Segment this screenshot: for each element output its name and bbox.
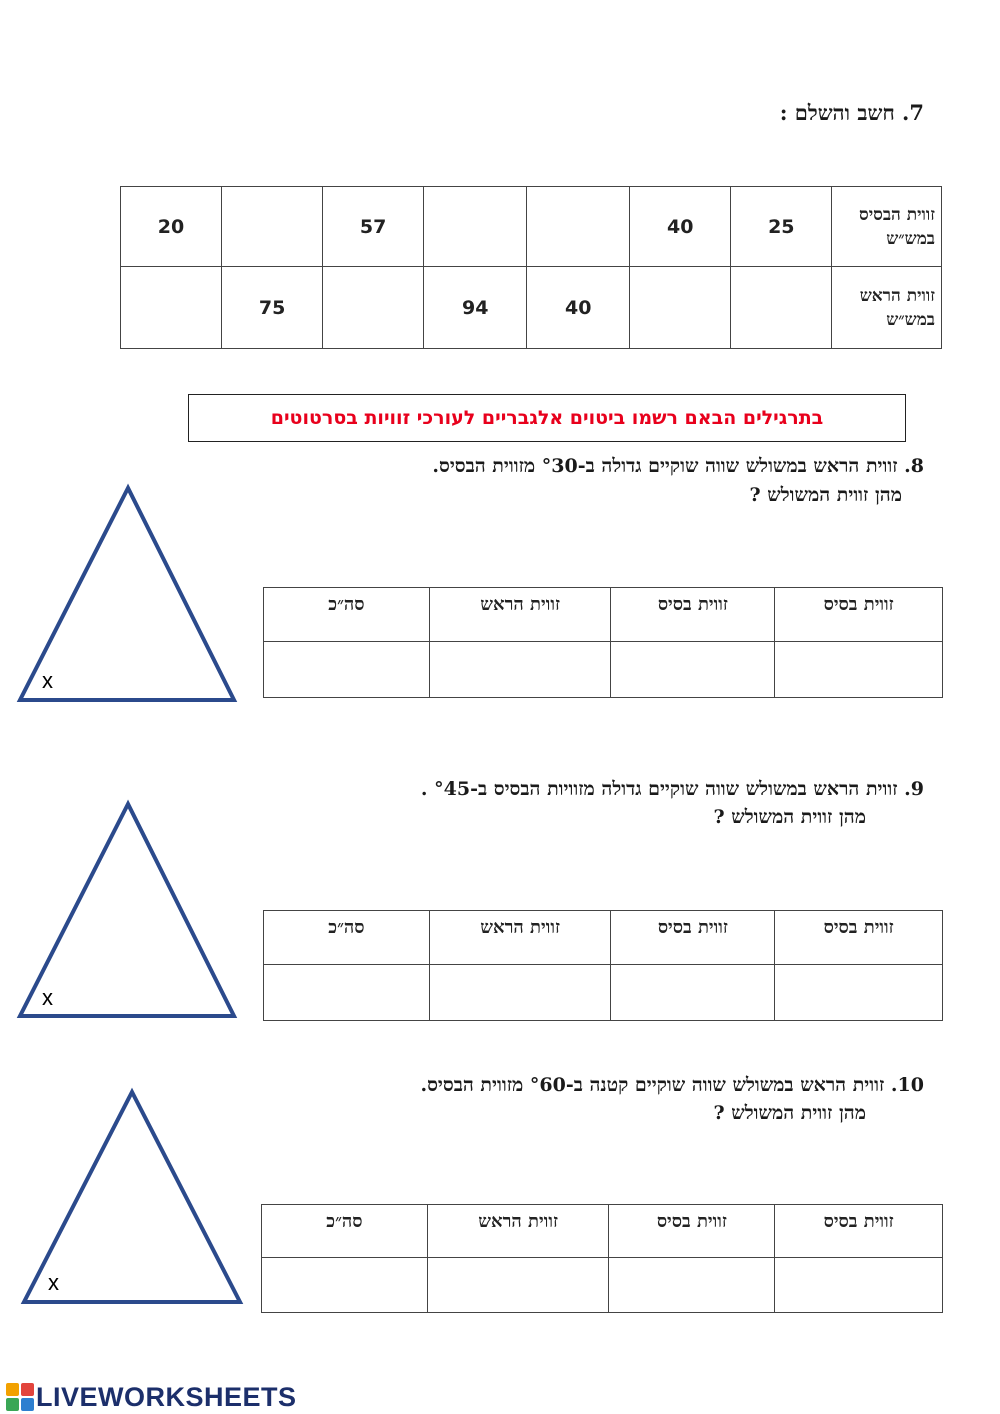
q7-apex-cell[interactable]: 75 xyxy=(222,267,323,349)
answer-header-base: זווית בסיס xyxy=(775,911,943,965)
answer-header-base: זווית בסיס xyxy=(775,588,943,642)
answer-header-base: זווית בסיס xyxy=(609,1205,775,1258)
q8-line2: מהן זווית המשולש ? xyxy=(749,484,902,506)
q7-base-cell[interactable]: 40 xyxy=(630,187,731,267)
q7-title: 7. חשב והשלם : xyxy=(779,100,924,125)
q7-base-cell[interactable]: 20 xyxy=(121,187,222,267)
q7-base-cell[interactable]: 57 xyxy=(323,187,424,267)
answer-header-total: סה״כ xyxy=(262,1205,428,1258)
q7-table xyxy=(120,186,942,349)
answer-cell-apex[interactable] xyxy=(427,1258,609,1313)
q9-x-label: x xyxy=(42,985,53,1010)
q7-apex-cell[interactable] xyxy=(731,267,832,349)
logo-blocks-icon xyxy=(6,1383,34,1411)
answer-header-total: סה״כ xyxy=(264,911,430,965)
answer-cell-apex[interactable] xyxy=(429,965,611,1021)
q7-apex-cell[interactable]: 40 xyxy=(527,267,630,349)
q7-base-cell[interactable] xyxy=(222,187,323,267)
instruction-notice: בתרגילים הבאם רשמו ביטוים אלגבריים לעורכי זוויות בסרטוטים xyxy=(188,394,906,442)
answer-cell-base[interactable] xyxy=(611,642,775,698)
answer-cell-base[interactable] xyxy=(775,965,943,1021)
q7-base-cell[interactable]: 25 xyxy=(731,187,832,267)
answer-cell-base[interactable] xyxy=(775,1258,943,1313)
logo-text: LIVEWORKSHEETS xyxy=(36,1381,297,1412)
q7-base-cell[interactable] xyxy=(424,187,527,267)
liveworksheets-logo[interactable] xyxy=(6,1380,297,1414)
answer-cell-total[interactable] xyxy=(264,642,430,698)
answer-header-apex: זווית הראש xyxy=(429,588,611,642)
q7-base-cell[interactable] xyxy=(527,187,630,267)
q9-line2: מהן זווית המשולש ? xyxy=(713,806,866,828)
q10-line1: 10. זווית הראש במשולש שווה שוקיים קטנה ב-°60 מזווית הבסיס. xyxy=(420,1074,924,1096)
q7-apex-cell[interactable] xyxy=(323,267,424,349)
q9-line1: 9. זווית הראש במשולש שווה שוקיים גדולה מזוויות הבסיס ב-°45 . xyxy=(420,778,924,800)
answer-header-apex: זווית הראש xyxy=(429,911,611,965)
q10-answer-table xyxy=(261,1204,943,1313)
q10-x-label: x xyxy=(48,1270,59,1295)
answer-header-base: זווית בסיס xyxy=(611,588,775,642)
answer-cell-total[interactable] xyxy=(262,1258,428,1313)
q8-answer-table xyxy=(263,587,943,698)
answer-cell-total[interactable] xyxy=(264,965,430,1021)
q9-answer-table xyxy=(263,910,943,1021)
q8-line1: 8. זווית הראש במשולש שווה שוקיים גדולה ב-°30 מזווית הבסיס. xyxy=(432,455,924,477)
q7-row2-header: זווית הראש במש״ש xyxy=(832,267,942,349)
answer-header-apex: זווית הראש xyxy=(427,1205,609,1258)
q7-apex-cell[interactable] xyxy=(630,267,731,349)
answer-header-total: סה״כ xyxy=(264,588,430,642)
q8-x-label: x xyxy=(42,668,53,693)
q10-line2: מהן זווית המשולש ? xyxy=(713,1102,866,1124)
answer-header-base: זווית בסיס xyxy=(611,911,775,965)
answer-cell-base[interactable] xyxy=(775,642,943,698)
q7-apex-cell[interactable]: 94 xyxy=(424,267,527,349)
q7-row1-header: זווית הבסיס במש״ש xyxy=(832,187,942,267)
answer-cell-base[interactable] xyxy=(611,965,775,1021)
answer-header-base: זווית בסיס xyxy=(775,1205,943,1258)
q7-apex-cell[interactable] xyxy=(121,267,222,349)
answer-cell-apex[interactable] xyxy=(429,642,611,698)
answer-cell-base[interactable] xyxy=(609,1258,775,1313)
